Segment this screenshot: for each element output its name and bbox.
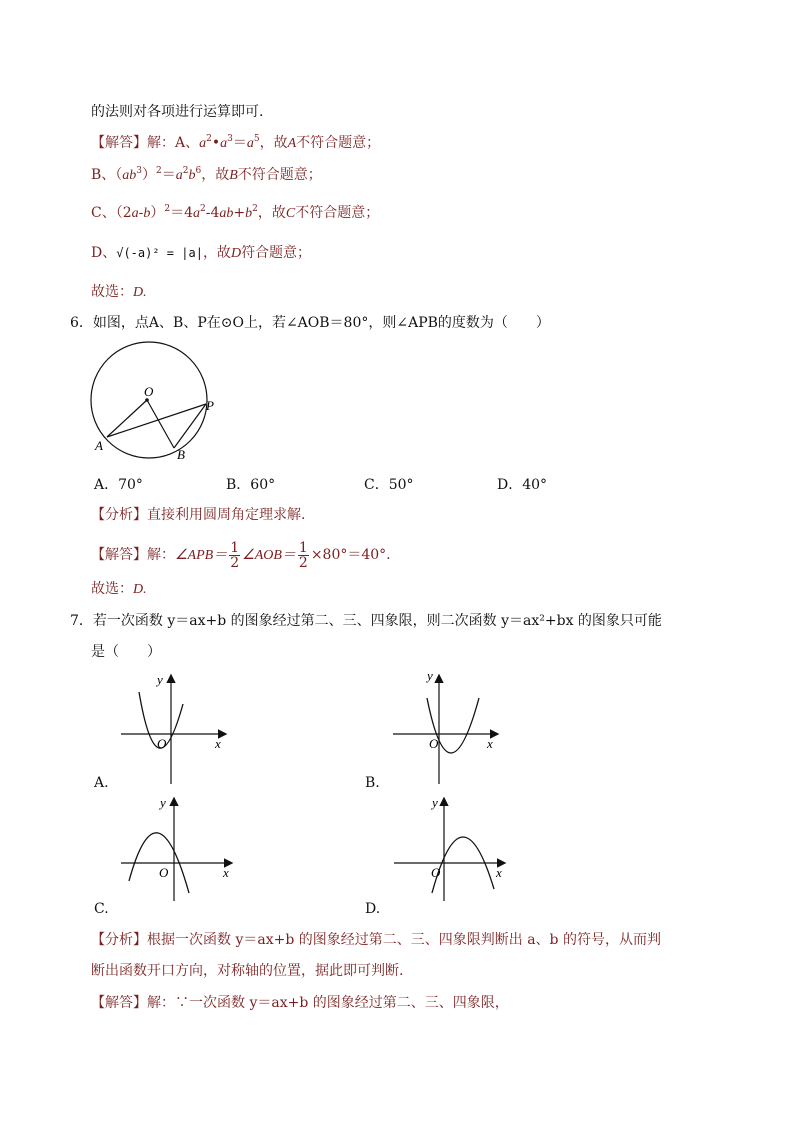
origin-label: O bbox=[431, 865, 441, 880]
label-b: B bbox=[177, 447, 185, 462]
option-letter: B bbox=[229, 168, 238, 183]
origin-label: O bbox=[157, 736, 167, 751]
sqrt-expression: √(-a)² = |a| bbox=[116, 246, 203, 260]
choose-label: 故选： bbox=[91, 581, 133, 597]
q6-answer bbox=[91, 540, 391, 571]
q7-analysis-2: 断出函数开口方向，对称轴的位置，据此即可判断. bbox=[91, 963, 404, 979]
answer-text: 解：∵一次函数 y＝ax+b 的图象经过第二、三、四象限， bbox=[147, 995, 509, 1011]
result-text: ，故 bbox=[259, 135, 288, 151]
q7-option-a[interactable]: A. bbox=[94, 775, 109, 791]
answer-tag: 【解答】 bbox=[91, 135, 147, 151]
item-label: C、 bbox=[91, 205, 116, 221]
q6-analysis bbox=[91, 505, 305, 525]
graph-c bbox=[115, 793, 240, 903]
y-label: y bbox=[157, 672, 163, 687]
segment-oa bbox=[107, 400, 147, 437]
segment-ap bbox=[107, 404, 206, 437]
verdict-text: 不符合题意； bbox=[295, 205, 380, 221]
y-label: y bbox=[160, 795, 166, 810]
choose-label: 故选： bbox=[91, 284, 133, 300]
verdict-text: 不符合题意； bbox=[237, 167, 322, 183]
question-number: 7． bbox=[70, 613, 93, 629]
question-number: 6． bbox=[70, 315, 93, 331]
q6-option-d[interactable]: D．40° bbox=[497, 477, 548, 493]
q7-answer bbox=[91, 993, 509, 1013]
verdict-text: 符合题意； bbox=[241, 245, 312, 261]
x-label: x bbox=[496, 865, 502, 880]
result-text: ，故 bbox=[257, 205, 286, 221]
answer-part: ∠AOB＝ bbox=[242, 548, 296, 563]
q6-option-b[interactable]: B．60° bbox=[226, 477, 276, 493]
item-label: D、 bbox=[91, 245, 117, 261]
choose-value: D. bbox=[133, 285, 147, 300]
x-label: x bbox=[487, 736, 493, 751]
q6-stem bbox=[70, 313, 550, 333]
q5-answer-line-d bbox=[91, 243, 311, 264]
q6-option-a[interactable]: A．70° bbox=[94, 477, 143, 493]
q7-option-c[interactable]: C. bbox=[94, 901, 109, 917]
result-text: ，故 bbox=[201, 167, 230, 183]
question-stem: 如图，点A、B、P在⊙O上，若∠AOB＝80°，则∠APB的度数为（ ） bbox=[92, 315, 550, 331]
q7-option-b[interactable]: B. bbox=[365, 775, 380, 791]
option-letter: C bbox=[285, 206, 296, 221]
analysis-text: 直接利用圆周角定理求解. bbox=[147, 507, 306, 523]
x-label: x bbox=[223, 865, 229, 880]
answer-part: ∠APB＝ bbox=[175, 548, 228, 563]
q5-tail: 的法则对各项进行运算即可. bbox=[91, 104, 264, 120]
answer-lead: 解： bbox=[147, 135, 175, 151]
origin-label: O bbox=[159, 865, 169, 880]
q5-answer-line-1: 【解答】解：A、$a^2•a^3=a^5$，故A不符合题意； bbox=[91, 134, 381, 151]
analysis-text: 根据一次函数 y＝ax+b 的图象经过第二、三、四象限判断出 a、b 的符号，从而判 bbox=[147, 932, 661, 948]
answer-lead: 解： bbox=[147, 547, 175, 563]
q5-choose bbox=[91, 282, 147, 303]
q7-option-d[interactable]: D. bbox=[365, 901, 381, 917]
y-label: y bbox=[432, 795, 438, 810]
verdict-text: 不符合题意； bbox=[296, 135, 381, 151]
item-label: A、 bbox=[175, 135, 200, 151]
answer-tag: 【解答】 bbox=[91, 995, 147, 1011]
graph-a bbox=[115, 668, 235, 786]
graph-b bbox=[387, 668, 507, 786]
label-p: P bbox=[206, 398, 214, 413]
q6-choose bbox=[91, 579, 147, 600]
q7-stem-1 bbox=[70, 611, 662, 631]
q7-analysis-1 bbox=[91, 930, 661, 950]
result-text: ，故 bbox=[202, 245, 231, 261]
question-stem: 若一次函数 y＝ax+b 的图象经过第二、三、四象限，则二次函数 y＝ax²+bx 的图象只可能 bbox=[92, 613, 662, 629]
option-letter: D bbox=[230, 246, 242, 261]
q6-option-c[interactable]: C．50° bbox=[364, 477, 414, 493]
x-label: x bbox=[215, 736, 221, 751]
label-a: A bbox=[95, 438, 103, 453]
label-o: O bbox=[144, 384, 154, 399]
fraction-half: $\frac{1}{2}$ bbox=[230, 539, 240, 571]
choose-value: D. bbox=[133, 582, 147, 597]
graph-d bbox=[388, 793, 513, 903]
q7-stem-2: 是（ ） bbox=[91, 644, 161, 660]
analysis-tag: 【分析】 bbox=[91, 507, 147, 523]
circle-outline bbox=[91, 342, 207, 458]
circle-figure bbox=[88, 340, 228, 462]
answer-part: ×80°＝40°. bbox=[310, 547, 391, 563]
origin-label: O bbox=[429, 736, 439, 751]
y-label: y bbox=[427, 668, 433, 683]
q5-answer-line-c: C、$(2a-b)^2=4a^2-4ab+b^2$，故C不符合题意； bbox=[91, 204, 380, 221]
segment-ob bbox=[147, 400, 174, 448]
q5-answer-line-b: B、$(ab^3)^2=a^2b^6$，故B不符合题意； bbox=[91, 166, 322, 183]
item-label: B、 bbox=[91, 167, 116, 183]
answer-tag: 【解答】 bbox=[91, 547, 147, 563]
analysis-tag: 【分析】 bbox=[91, 932, 147, 948]
parabola bbox=[432, 837, 494, 893]
fraction-half: $\frac{1}{2}$ bbox=[298, 539, 308, 571]
option-letter: A bbox=[287, 136, 297, 151]
